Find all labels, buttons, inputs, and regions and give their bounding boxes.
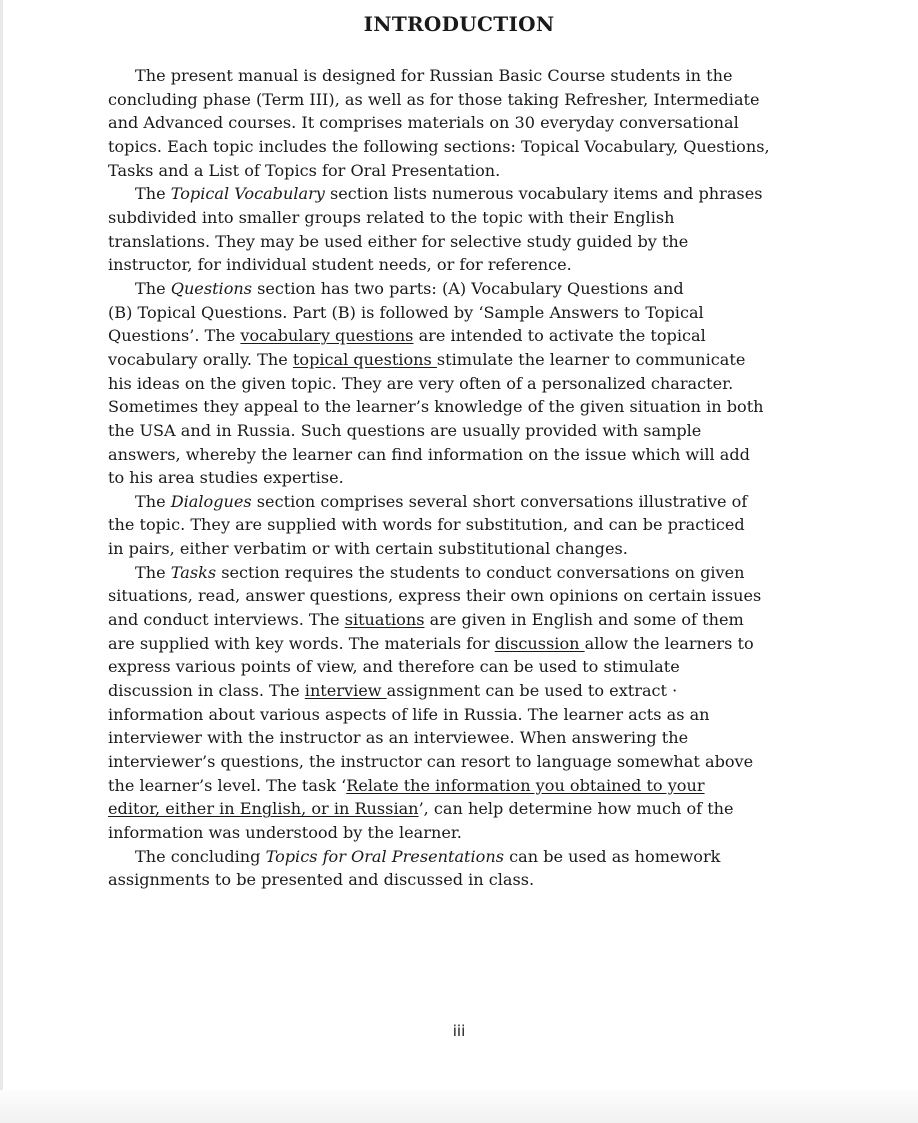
text-run: are supplied with key words. The materials for bbox=[108, 633, 495, 653]
text-run: ’, can help determine how much of the bbox=[418, 799, 734, 819]
text-run: The bbox=[135, 491, 171, 511]
paragraph-questions bbox=[108, 277, 814, 490]
text-line: express various points of view, and therefore can be used to stimulate bbox=[108, 657, 680, 677]
text-line: Tasks and a List of Topics for Oral Presentation. bbox=[108, 160, 501, 180]
text-line: in pairs, either verbatim or with certain substitutional changes. bbox=[108, 539, 628, 559]
text-run: allow the learners to bbox=[584, 633, 754, 653]
text-run: The bbox=[135, 184, 171, 204]
text-run: can be used as homework bbox=[503, 846, 721, 866]
text-line bbox=[108, 277, 814, 301]
introduction-body bbox=[108, 64, 814, 892]
text-line bbox=[108, 679, 814, 703]
text-run: section lists numerous vocabulary items and phrases bbox=[324, 184, 763, 204]
underlined-term: situations bbox=[344, 610, 425, 630]
text-line bbox=[108, 774, 814, 798]
underlined-term: discussion bbox=[494, 633, 585, 653]
text-line: The present manual is designed for Russian Basic Course students in the bbox=[135, 66, 733, 85]
paragraph-overview bbox=[108, 64, 814, 182]
paragraph-topical-vocabulary bbox=[108, 182, 814, 277]
text-run: stimulate the learner to communicate bbox=[436, 349, 746, 369]
text-run: the learner’s level. The task ‘ bbox=[108, 775, 347, 795]
paragraph-dialogues bbox=[108, 490, 814, 561]
text-line bbox=[108, 324, 814, 348]
text-run: section has two parts: (A) Vocabulary Questions and bbox=[252, 278, 684, 298]
page-number: iii bbox=[452, 1022, 466, 1040]
text-line: to his area studies expertise. bbox=[108, 468, 344, 488]
text-line bbox=[108, 182, 814, 206]
text-line bbox=[108, 845, 814, 869]
text-run: and conduct interviews. The bbox=[108, 610, 345, 630]
text-line bbox=[108, 561, 814, 585]
text-line bbox=[108, 490, 814, 514]
italic-term: Dialogues bbox=[170, 491, 252, 511]
text-run: The bbox=[135, 562, 171, 582]
text-line: Sometimes they appeal to the learner’s knowledge of the given situation in both bbox=[108, 397, 764, 417]
text-run: Questions’. The bbox=[108, 326, 241, 346]
text-line: (B) Topical Questions. Part (B) is followed by ‘Sample Answers to Topical bbox=[108, 302, 704, 322]
underlined-term: topical questions bbox=[292, 349, 437, 369]
text-line bbox=[108, 632, 814, 656]
paragraph-tasks bbox=[108, 561, 814, 845]
text-run: are given in English and some of them bbox=[424, 610, 744, 630]
italic-term: Questions bbox=[170, 278, 253, 298]
text-run: vocabulary orally. The bbox=[108, 349, 293, 369]
text-run: The concluding bbox=[135, 846, 266, 866]
text-line: his ideas on the given topic. They are very often of a personalized character. bbox=[108, 373, 734, 393]
underlined-term: vocabulary questions bbox=[240, 326, 414, 346]
page-title: INTRODUCTION bbox=[363, 12, 555, 36]
text-run: are intended to activate the topical bbox=[413, 326, 706, 346]
text-line bbox=[108, 348, 814, 372]
text-line: instructor, for individual student needs, or for reference. bbox=[108, 255, 572, 275]
text-line bbox=[108, 608, 814, 632]
italic-term: Topical Vocabulary bbox=[170, 184, 325, 204]
text-run: The bbox=[135, 278, 171, 298]
text-line: the topic. They are supplied with words for substitution, and can be practiced bbox=[108, 515, 745, 535]
italic-term: Topics for Oral Presentations bbox=[265, 846, 504, 866]
text-line: and Advanced courses. It comprises materials on 30 everyday conversational bbox=[108, 113, 739, 133]
scan-left-edge bbox=[0, 0, 3, 1123]
scan-bottom-shade bbox=[0, 1090, 918, 1123]
text-run: assignment can be used to extract · bbox=[386, 681, 678, 701]
text-line: interviewer’s questions, the instructor can resort to language somewhat above bbox=[108, 752, 754, 772]
text-run: section comprises several short conversations illustrative of bbox=[251, 491, 748, 511]
text-line: translations. They may be used either for selective study guided by the bbox=[108, 231, 689, 251]
text-line bbox=[108, 797, 814, 821]
text-line: the USA and in Russia. Such questions are usually provided with sample bbox=[108, 420, 702, 440]
text-line: assignments to be presented and discussed in class. bbox=[108, 870, 535, 890]
text-line: subdivided into smaller groups related to the topic with their English bbox=[108, 207, 675, 227]
text-line: situations, read, answer questions, express their own opinions on certain issues bbox=[108, 586, 762, 606]
italic-term: Tasks bbox=[170, 562, 217, 582]
underlined-term: Relate the information you obtained to your bbox=[346, 775, 705, 795]
text-line: interviewer with the instructor as an interviewee. When answering the bbox=[108, 728, 689, 748]
text-line: answers, whereby the learner can find information on the issue which will add bbox=[108, 444, 750, 464]
underlined-term: editor, either in English, or in Russian bbox=[108, 799, 419, 819]
text-run: discussion in class. The bbox=[108, 681, 305, 701]
text-run: section requires the students to conduct conversations on given bbox=[216, 562, 745, 582]
text-line: information about various aspects of life in Russia. The learner acts as an bbox=[108, 704, 710, 724]
text-line: information was understood by the learner. bbox=[108, 823, 462, 842]
text-line: concluding phase (Term III), as well as for those taking Refresher, Intermediate bbox=[108, 89, 760, 109]
paragraph-oral-presentations bbox=[108, 845, 814, 892]
text-line: topics. Each topic includes the following sections: Topical Vocabulary, Questions, bbox=[108, 136, 770, 156]
underlined-term: interview bbox=[304, 681, 387, 701]
